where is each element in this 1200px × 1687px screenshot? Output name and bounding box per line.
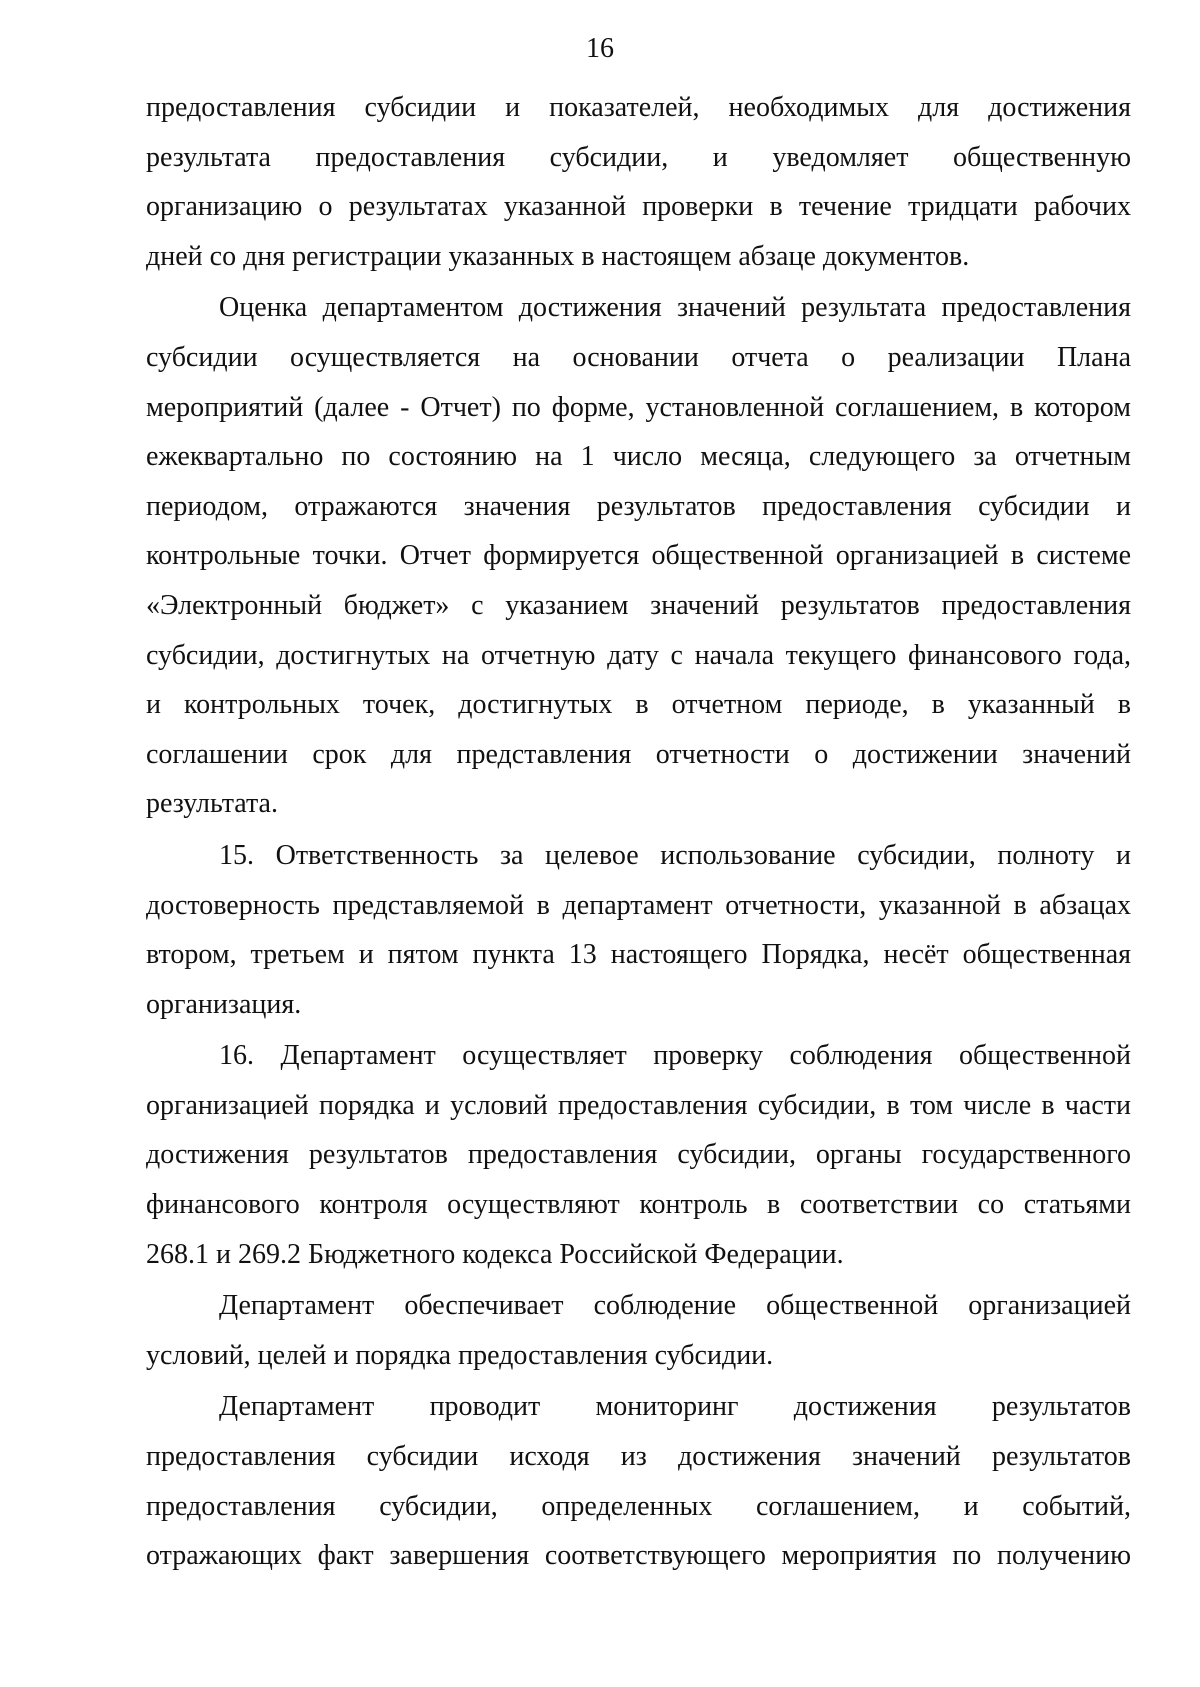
text-line: «Электронный бюджет» с указанием значений результатов предоставления [146,589,1131,621]
text-line: субсидии, достигнутых на отчетную дату с начала текущего финансового года, [146,639,1131,671]
text-line: Департамент проводит мониторинг достижения результатов [219,1391,1131,1423]
text-line: дней со дня регистрации указанных в настоящем абзаце документов. [146,240,970,272]
text-line: предоставления субсидии исходя из достижения значений результатов [146,1441,1131,1473]
text-line: мероприятий (далее - Отчет) по форме, установленной соглашением, в котором [146,391,1131,423]
text-line: и контрольных точек, достигнутых в отчетном периоде, в указанный в [146,689,1131,721]
text-line: финансового контроля осуществляют контроль в соответствии со статьями [146,1189,1131,1221]
text-line: периодом, отражаются значения результатов предоставления субсидии и [146,490,1131,522]
text-line: соглашении срок для представления отчетности о достижении значений [146,738,1131,770]
text-line: результата предоставления субсидии, и уведомляет общественную [146,141,1131,173]
text-line: 15. Ответственность за целевое использование субсидии, полноту и [219,839,1131,871]
text-line: контрольные точки. Отчет формируется общественной организацией в системе [146,540,1131,572]
text-line: ежеквартально по состоянию на 1 число месяца, следующего за отчетным [146,441,1131,473]
text-line: 16. Департамент осуществляет проверку соблюдения общественной [219,1040,1131,1072]
text-line: втором, третьем и пятом пункта 13 настоящего Порядка, несёт общественная [146,939,1131,971]
text-line: условий, целей и порядка предоставления субсидии. [146,1339,774,1371]
text-line: организацией порядка и условий предоставления субсидии, в том числе в части [146,1089,1131,1121]
paragraph-continuation [146,83,1131,281]
text-line: предоставления субсидии, определенных соглашением, и событий, [146,1490,1131,1522]
text-line: организация. [146,988,302,1020]
paragraph-compliance [146,1281,1131,1380]
text-line: результата. [146,788,278,820]
page-number: 16 [586,33,614,64]
paragraph-item-16 [146,1031,1131,1279]
paragraph-item-15 [146,831,1131,1029]
text-line: достижения результатов предоставления субсидии, органы государственного [146,1139,1131,1171]
paragraph-report-evaluation [146,283,1131,829]
text-line: достоверность представляемой в департамент отчетности, указанной в абзацах [146,889,1131,921]
text-line: отражающих факт завершения соответствующего мероприятия по получению [146,1540,1131,1572]
text-line: Оценка департаментом достижения значений результата предоставления [219,292,1131,324]
text-line: организацию о результатах указанной проверки в течение тридцати рабочих [146,191,1131,223]
text-line: 268.1 и 269.2 Бюджетного кодекса Российской Федерации. [146,1238,844,1270]
text-line: Департамент обеспечивает соблюдение общественной организацией [219,1290,1131,1322]
document-body [146,83,1131,1581]
text-line: субсидии осуществляется на основании отчета о реализации Плана [146,341,1131,373]
text-line: предоставления субсидии и показателей, необходимых для достижения [146,92,1131,123]
paragraph-monitoring [146,1382,1131,1580]
